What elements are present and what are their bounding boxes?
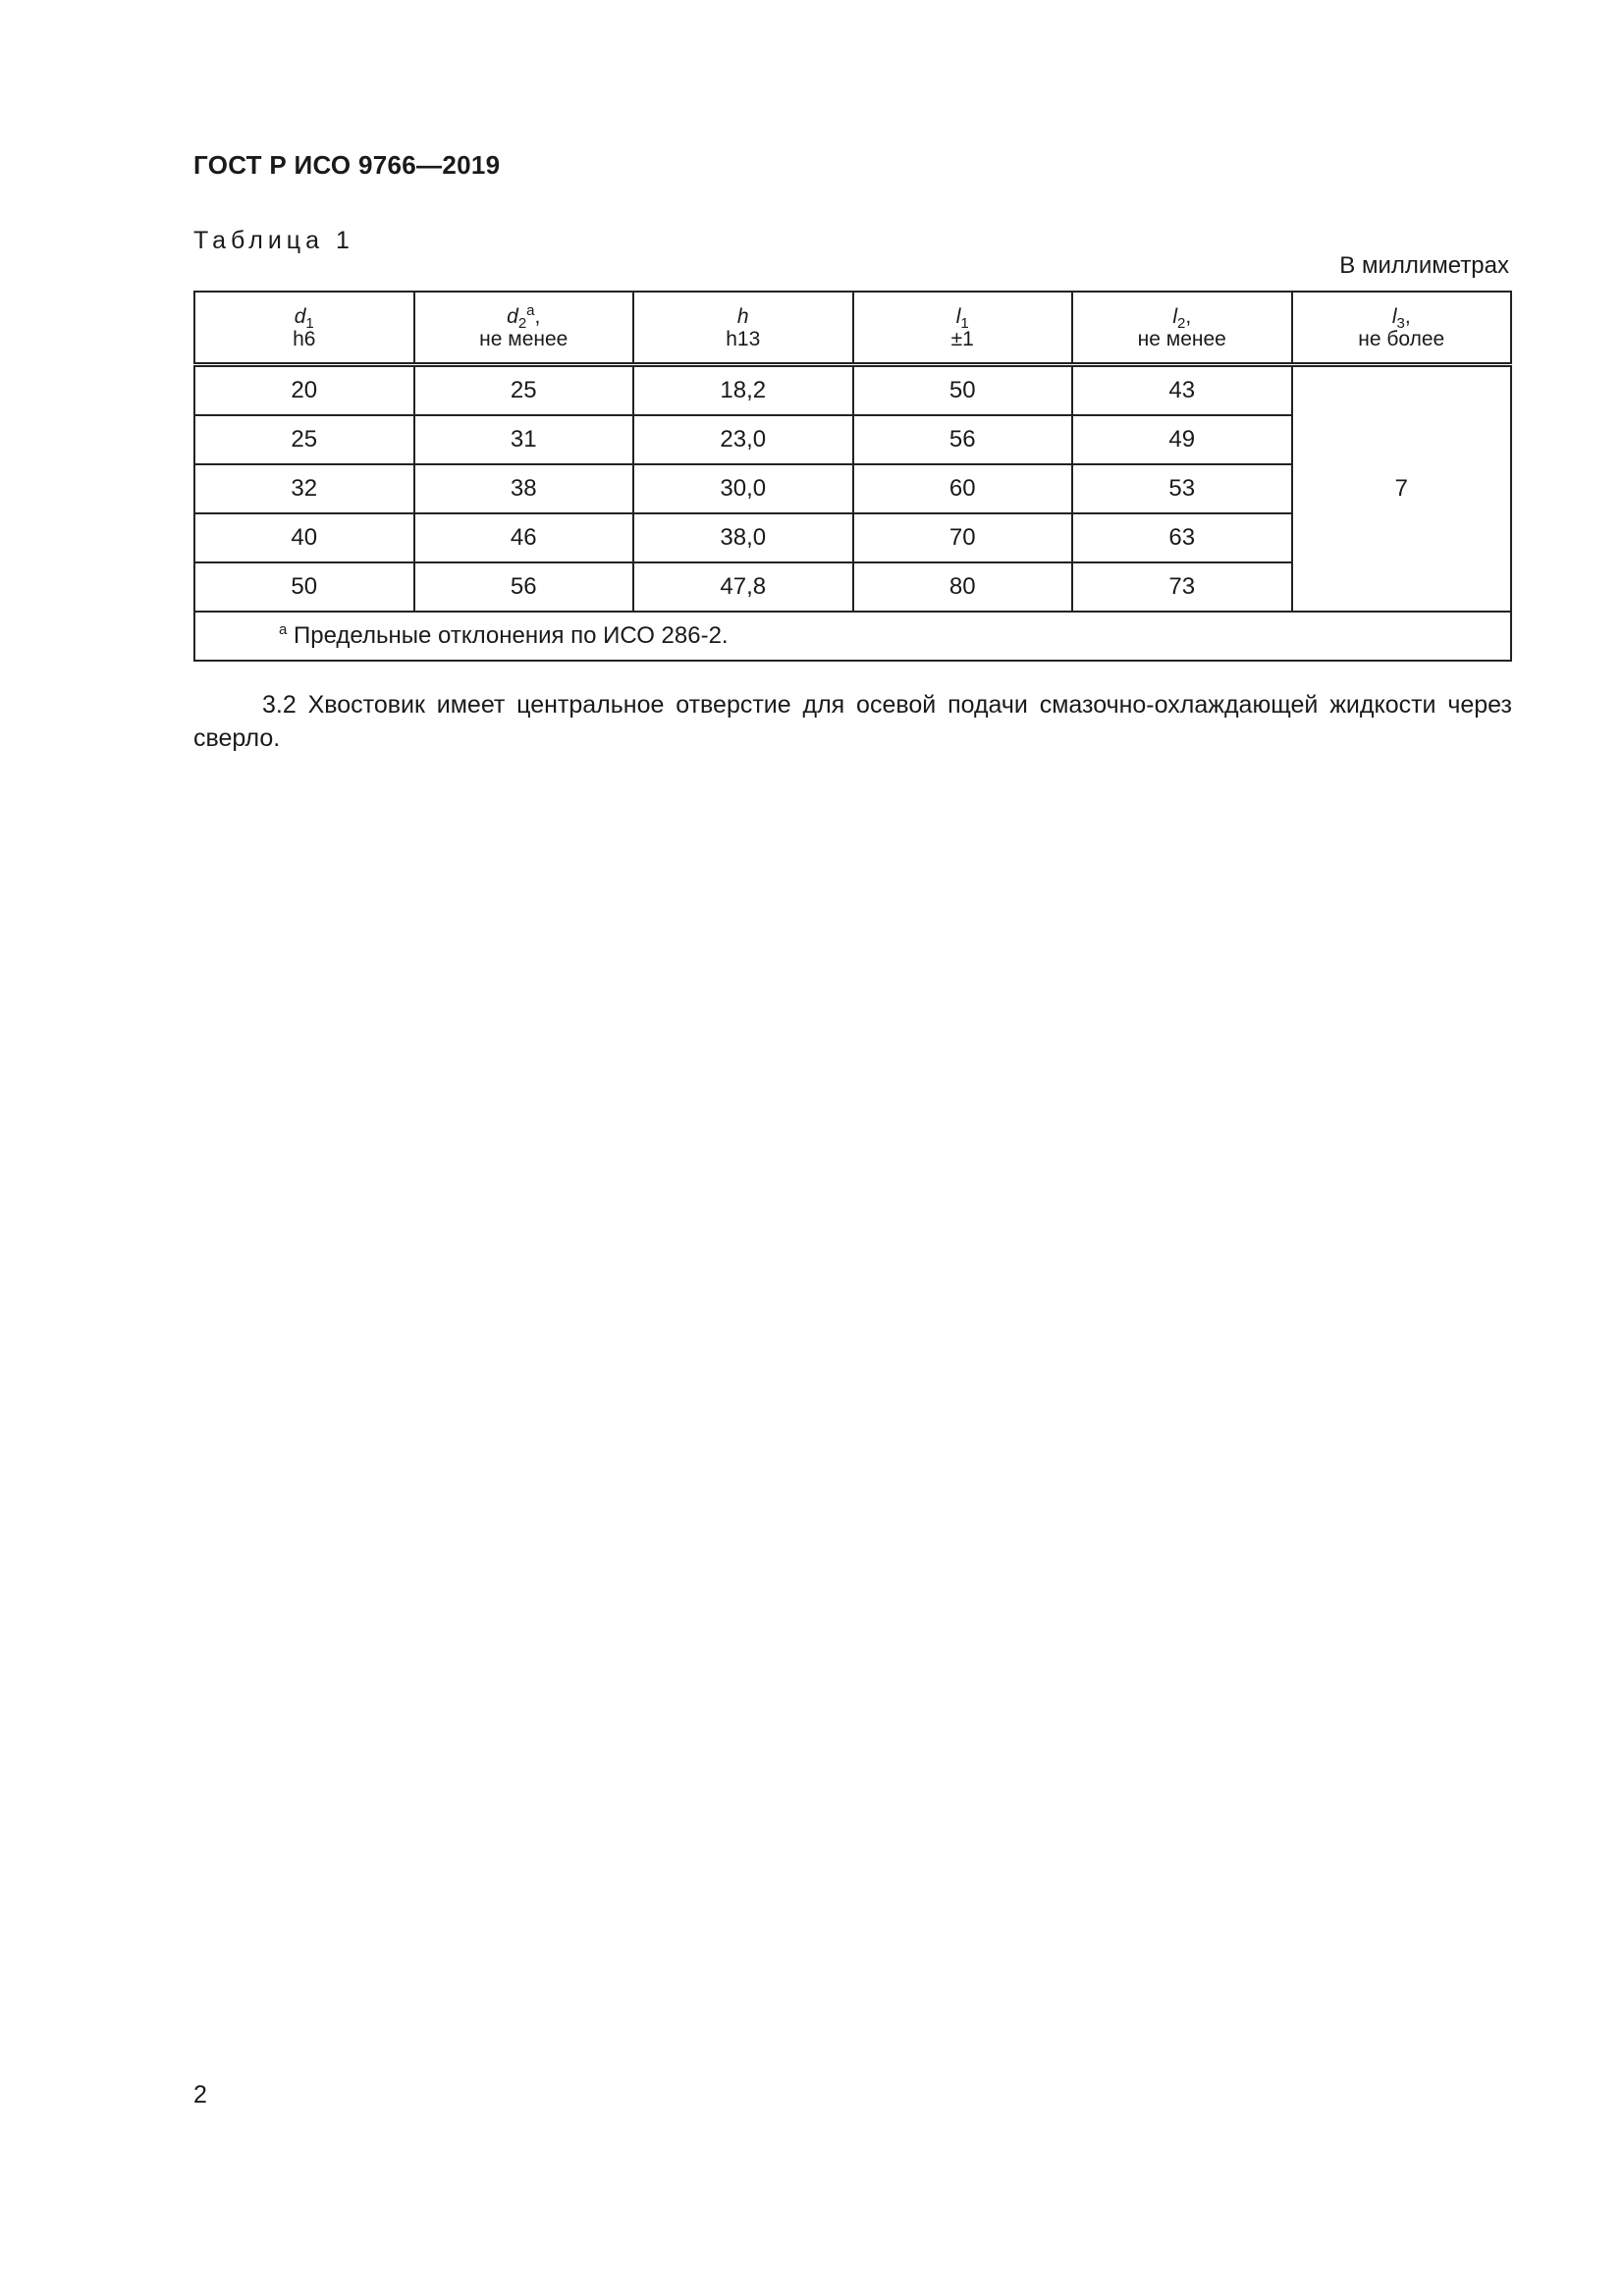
table-cell: 53 [1072,464,1292,513]
table-cell: 56 [853,415,1073,464]
table-cell: 80 [853,562,1073,612]
data-table [193,291,1512,662]
table-cell: 20 [194,365,414,416]
column-header-h: h h13 [633,292,853,365]
table-cell: 56 [414,562,634,612]
column-header-l2: $l_2$, не менее [1072,292,1292,365]
table-cell: 46 [414,513,634,562]
column-header-l1: $l_1$ ±1 [853,292,1073,365]
page-number: 2 [193,2081,207,2109]
table-footnote-row [194,612,1511,661]
table-cell: 60 [853,464,1073,513]
body-paragraph: 3.2 Хвостовик имеет центральное отверстие для осевой подачи смазочно-охлаждающей жидкости через сверло. [193,691,1512,752]
table-cell: 50 [194,562,414,612]
table-cell: 38 [414,464,634,513]
table-cell: 25 [194,415,414,464]
table-cell: 18,2 [633,365,853,416]
table-cell: 31 [414,415,634,464]
table-header-row [194,292,1511,365]
table-cell: 23,0 [633,415,853,464]
table-cell: 63 [1072,513,1292,562]
table-cell: 40 [194,513,414,562]
units-label: В миллиметрах [1339,252,1509,279]
table-cell: 49 [1072,415,1292,464]
table-cell: 32 [194,464,414,513]
table-caption: Таблица 1 [193,227,354,254]
table-cell: 73 [1072,562,1292,612]
table-cell: 70 [853,513,1073,562]
table-cell: 25 [414,365,634,416]
column-header-l3: $l_3$, не более [1292,292,1512,365]
table-cell: 47,8 [633,562,853,612]
table-cell: 38,0 [633,513,853,562]
table-footnote: $^a$ Предельные отклонения по ИСО 286-2. [194,612,1511,661]
column-header-d2: $d_2^a$, не менее [414,292,634,365]
table-cell: 30,0 [633,464,853,513]
table-cell-merged-l3: 7 [1292,365,1512,613]
column-header-d1: $d_1$ h6 [194,292,414,365]
document-header: ГОСТ Р ИСО 9766—2019 [193,150,501,180]
table-cell: 50 [853,365,1073,416]
table-cell: 43 [1072,365,1292,416]
table-row [194,365,1511,416]
